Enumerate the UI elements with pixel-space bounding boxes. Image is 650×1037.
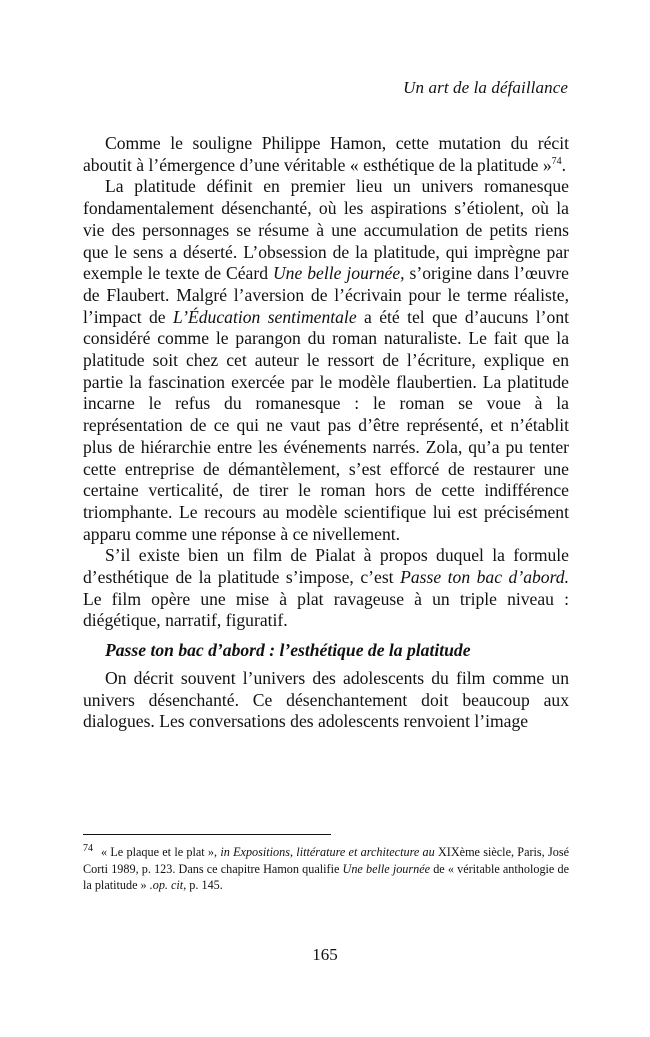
paragraph-3-text-a: S’il existe bien un film de Pialat à propos duquel la formule d’esthétique de la platitude s’impose, c’est bbox=[83, 545, 569, 588]
work-title-education-sentimentale: L’Éducation sentimentale bbox=[173, 306, 357, 327]
paragraph-1-text: Comme le souligne Philippe Hamon, cette mutation du récit aboutit à l’émergence d’une véritable « esthétique de la platitude » bbox=[83, 133, 569, 175]
paragraph-2-text-b: s’origine dans l’œuvre de Flaubert. Malgré l’aversion de l’écrivain pour le terme réaliste, l’impact de bbox=[83, 263, 569, 327]
paragraph-3-text-b: Le film opère une mise à plat ravageuse à un triple niveau : diégétique, narratif, figuratif. bbox=[83, 588, 569, 631]
footnote-74 bbox=[83, 844, 569, 894]
paragraph-1-end: . bbox=[561, 154, 567, 175]
footnote-text-c: de « véritable anthologie de la platitude » bbox=[83, 861, 569, 893]
footnote-text-a: « Le plaque et le plat », bbox=[101, 845, 221, 859]
paragraph-4 bbox=[83, 668, 569, 733]
footnote-title-expositions: in Expositions, littérature et architecture au bbox=[220, 845, 435, 859]
paragraph-3 bbox=[83, 545, 569, 632]
footnote-text-d: p. 145. bbox=[186, 878, 223, 893]
footnote-reference[interactable]: 74 bbox=[551, 155, 562, 167]
body-text bbox=[83, 133, 569, 733]
footnote-op-cit: .op. cit, bbox=[149, 878, 187, 893]
paragraph-2-text-a: La platitude définit en premier lieu un univers romanesque fondamentalement désenchanté, où les aspirations s’étiolent, où la vie des personnages se résume à une accumulation de petits riens que le sens a déserté. L’obsession de la platitude, qui imprègne par exemple le texte de Céard bbox=[83, 176, 569, 284]
footnote-text-b: XIXème siècle, Paris, José Corti 1989, p. 123. Dans ce chapitre Hamon qualifie bbox=[83, 845, 569, 876]
footnote-title-une-belle-journee: Une belle journée bbox=[342, 861, 431, 876]
section-heading: Passe ton bac d’abord : l’esthétique de la platitude bbox=[105, 640, 471, 661]
footnote-divider bbox=[83, 834, 331, 835]
paragraph-2 bbox=[83, 176, 569, 545]
running-header: Un art de la défaillance bbox=[403, 78, 568, 97]
footnote-number: 74 bbox=[83, 842, 93, 854]
paragraph-4-text: On décrit souvent l’univers des adolescents du film comme un univers désenchanté. Ce désenchantement doit beaucoup aux dialogues. Les conversations des adolescents renvoient l’image bbox=[83, 667, 569, 732]
paragraph-2-text-c: a été tel que d’aucuns l’ont considéré comme le parangon du roman naturaliste. Le fait que la platitude soit chez cet auteur le ressort de l’écriture, explique en partie la fascination exercée par le modèle flaubertien. La platitude incarne le refus du romanesque : le roman se voue à la représentation de ce qui ne vaut pas d’être représenté, et n’établit plus de hiérarchie entre les événements narrés. Zola, qu’a pu tenter cette entreprise de démantèlement, s’est efforcé de restaurer une certaine verticalité, de tirer le roman hors de cette indifférence triomphante. Le recours au modèle scientifique lui est précisément apparu comme une réponse à ce nivellement. bbox=[83, 306, 570, 544]
paragraph-1 bbox=[83, 133, 569, 176]
work-title-passe-ton-bac: Passe ton bac d’abord. bbox=[400, 567, 569, 588]
page-number: 165 bbox=[312, 945, 338, 964]
work-title-une-belle-journee: Une belle journée, bbox=[272, 263, 405, 284]
